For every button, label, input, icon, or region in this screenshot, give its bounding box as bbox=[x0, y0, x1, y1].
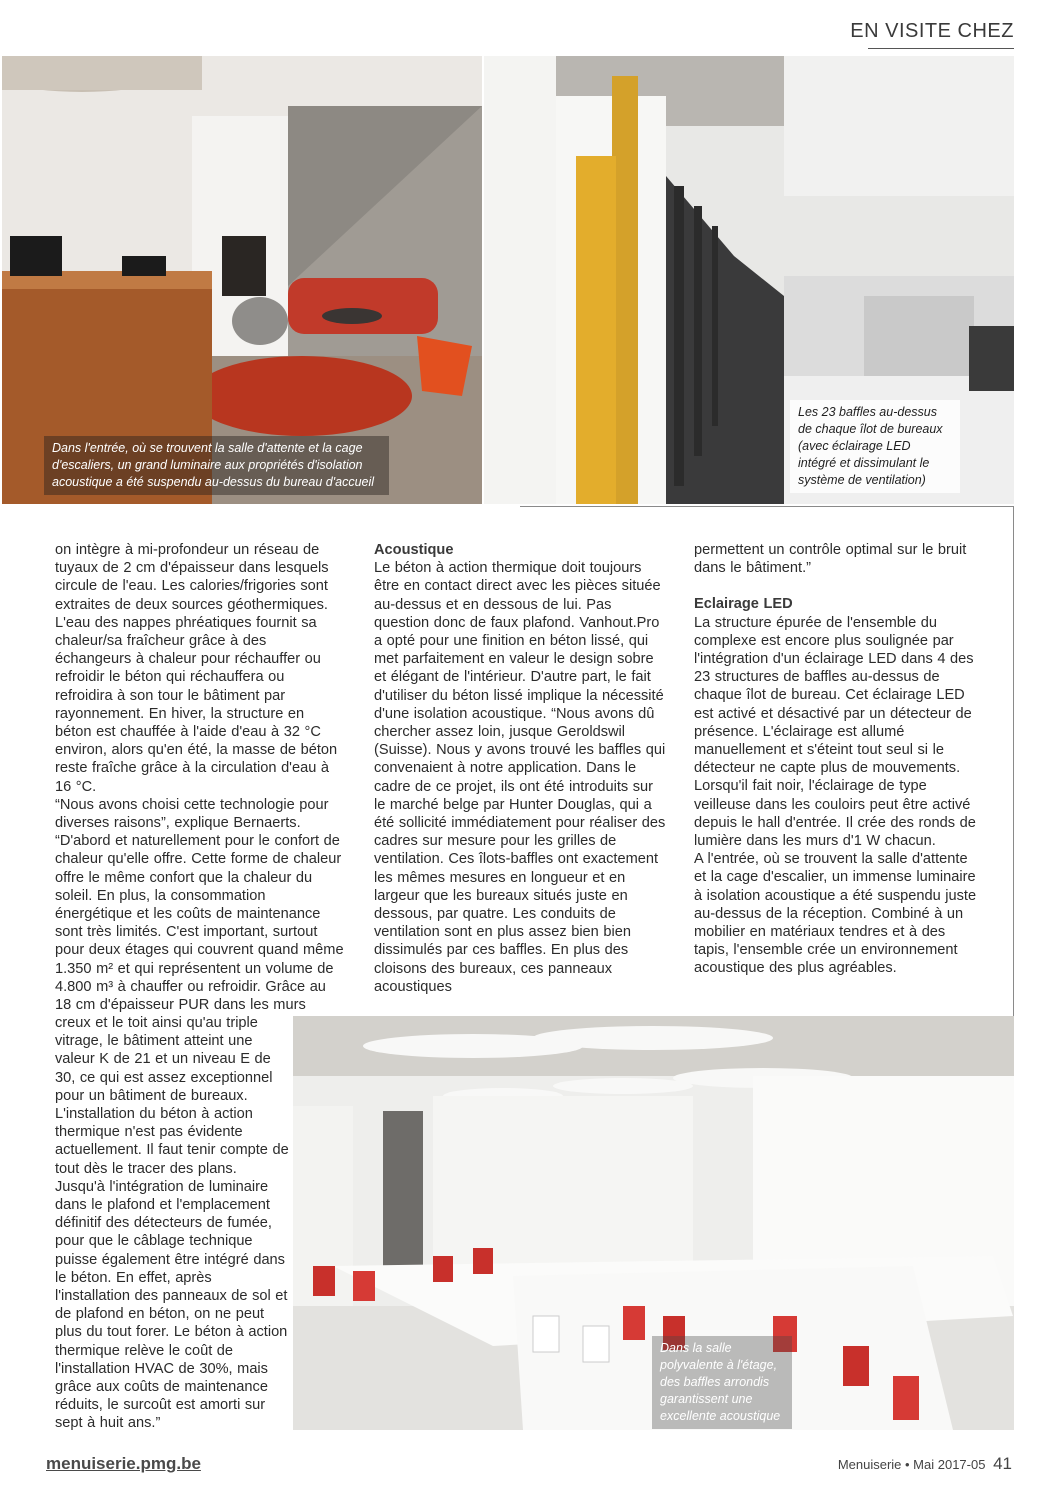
page-number: 41 bbox=[993, 1454, 1012, 1473]
footer-issue-text: Menuiserie • Mai 2017-05 bbox=[837, 1457, 986, 1472]
section-rule bbox=[868, 48, 1014, 49]
column1-paragraph-1: on intègre à mi-profondeur un réseau de tuyaux de 2 cm d'épaisseur dans lesquels circule de l'eau. Les calories/frigories sont extraites de deux sources géothermiques. L'eau des nappes phréatiques fournit sa chaleur/sa fraîcheur grâce à des échangeurs à chaleur pour réchauffer ou refroidir le béton qui réchauffera ou refroidira à son tour le bâtiment par rayonnement. En hiver, la structure en béton est chauffée à l'aide d'eau à 32 °C environ, alors qu'en été, la masse de béton reste fraîche grâce à la circulation d'eau à 16 °C. bbox=[55, 542, 338, 795]
column3-paragraph-1: La structure épurée de l'ensemble du complexe est encore plus soulignée par l'intégration d'un éclairage LED dans 4 des 23 structures de baffles au-dessus de chaque îlot de bureau. Cet éclairage LED est activé et désactivé par un détecteur de présence. L'éclairage est allumé manuellement et s'éteint tout seul si le détecteur ne capte plus de mouvements. Lorsqu'il fait noir, l'éclairage de type veilleuse dans les couloirs peut être activé depuis le hall d'entrée. Il crée des ronds de lumière dans les murs d'1 W chacun. bbox=[694, 614, 976, 850]
column3-paragraph-2: A l'entrée, où se trouvent la salle d'attente et la cage d'escalier, un immense luminaire à isolation acoustique a été suspendu juste au-dessus de la réception. Combiné à un mobilier en matériaux tendres et à des tapis, l'ensemble crée un environnement acoustique des plus agréables. bbox=[694, 851, 977, 977]
column3-spacer bbox=[694, 577, 984, 595]
caption-lobby: Dans l'entrée, où se trouvent la salle d'attente et la cage d'escaliers, un grand luminaire aux propriétés d'isolation acoustique a été suspendu au-dessus du bureau d'accueil bbox=[44, 436, 389, 495]
column1-paragraph-3: creux et le toit ainsi qu'au triple vitrage, le bâtiment atteint une valeur K de 21 et un niveau E de 30, ce qui est assez exceptionnel pour un bâtiment de bureaux. L'installation du béton à action thermique n'est pas évidente actuellement. Il faut tenir compte de tout dès le tracer des plans. Jusqu'à l'intégration de luminaire dans le plafond et l'emplacement définitif des détecteurs de fumée, pour que le câblage technique puisse également être intégré dans le béton. En effet, après l'installation des panneaux de sol et de plafond en béton, on ne peut plus du tout forer. Le béton à action thermique relève le coût de l'installation HVAC de 30%, mais grâce aux coûts de maintenance réduits, le surcoût est amorti sur sept à huit ans.” bbox=[55, 1015, 289, 1432]
column3-paragraph-0: permettent un contrôle optimal sur le bruit dans le bâtiment.” bbox=[694, 542, 967, 577]
section-label: EN VISITE CHEZ bbox=[850, 20, 1014, 42]
article-column-3 bbox=[694, 541, 984, 978]
column2-paragraph-1: Le béton à action thermique doit toujours être en contact direct avec les pièces située au-dessus et en dessous de lui. Pas question donc de faux plafond. Vanhout.Pro a opté pour une finition en béton lissé, qui met parfaitement en valeur le design sobre et élégant de l'intérieur. D'autre part, le fait d'utiliser du béton lissé implique la nécessité d'une isolation acoustique. “Nous avons dû chercher assez loin, jusque Geroldswil (Suisse). Nous y avons trouvé les baffles qui convenaient à notre application. Dans le cadre de ce projet, ils ont été introduits sur le marché belge par Hunter Douglas, qui a été sollicité immédiatement pour réaliser des cadres sur mesure pour les grilles de ventilation. Ces îlots-baffles ont exactement les mêmes mesures en longueur et en largeur que les bureaux situés juste en dessous, par quatre. Les conduits de ventilation sont en plus assez bien bien dissimulés par ces baffles. En plus des cloisons des bureaux, ces panneaux acoustiques bbox=[374, 560, 666, 995]
article-column-2 bbox=[374, 541, 666, 996]
caption-corridor: Les 23 baffles au-dessus de chaque îlot de bureaux (avec éclairage LED intégré et dissimulant le système de ventilation) bbox=[790, 400, 960, 493]
frame-line-top bbox=[520, 506, 1014, 507]
heading-eclairage-led: Eclairage LED bbox=[694, 596, 793, 613]
heading-acoustique: Acoustique bbox=[374, 542, 454, 558]
footer-website-link[interactable]: menuiserie.pmg.be bbox=[46, 1454, 201, 1473]
article-column-1 bbox=[55, 541, 345, 1014]
column1-paragraph-2: “Nous avons choisi cette technologie pour diverses raisons”, explique Bernaerts. “D'abord et naturellement pour le confort de chaleur qu'elle offre. Cette forme de chaleur offre le même confort que la chaleur du soleil. En plus, la consommation énergétique et les coûts de maintenance sont très limités. C'est important, surtout pour deux étages qui couvrent quand même 1.350 m² et qui représentent un volume de 4.800 m³ à chauffer ou refroidir. Grâce au 18 cm d'épaisseur PUR dans les murs bbox=[55, 796, 344, 1014]
caption-hall: Dans la salle polyvalente à l'étage, des baffles arrondis garantissent une excellente acoustique bbox=[652, 1336, 792, 1429]
article-column-1-continued bbox=[55, 1014, 291, 1433]
footer-issue bbox=[838, 1454, 1012, 1474]
